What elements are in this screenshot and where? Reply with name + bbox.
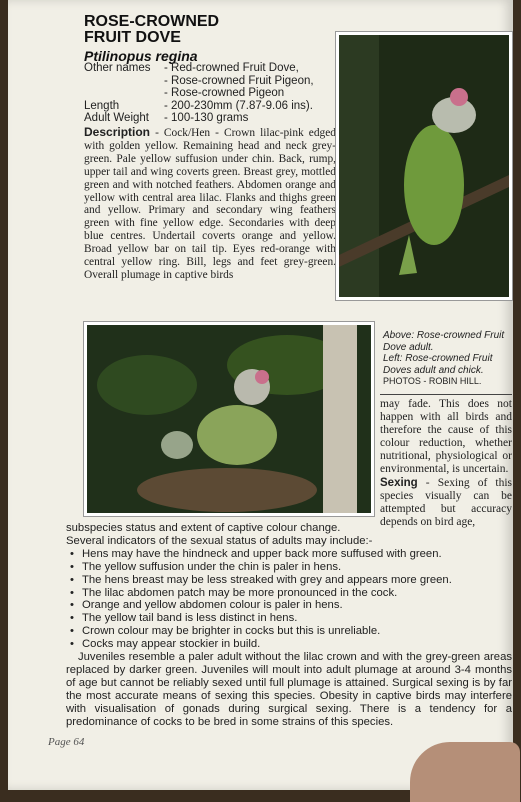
right-column-text [380, 398, 512, 529]
other-name-2: - Rose-crowned Pigeon [164, 87, 285, 99]
length-label: Length [84, 99, 120, 112]
nest-photo [84, 322, 374, 516]
description-paragraph [84, 126, 336, 282]
species-facts [84, 62, 314, 125]
sexing-text: - Sexing of this species visually can be attempted but accuracy depends on bird age, [380, 477, 512, 529]
other-name-0: - Red-crowned Fruit Dove, [164, 62, 299, 74]
other-name-1: - Rose-crowned Fruit Pigeon, [164, 74, 314, 87]
caption-divider [380, 394, 512, 395]
weight-label: Adult Weight [84, 112, 149, 124]
scientific-name: Ptilinopus regina [84, 48, 198, 64]
list-item: • The lilac abdomen patch may be more pronounced in the cock. [82, 587, 512, 600]
caption-left: Left: Rose-crowned Fruit Doves adult and chick. [383, 353, 493, 376]
list-item: • The yellow suffusion under the chin is paler in hens. [82, 561, 512, 574]
list-item: • The hens breast may be less streaked with grey and appears more green. [82, 574, 512, 587]
list-item: • Hens may have the hindneck and upper back more suffused with green. [82, 548, 512, 561]
description-text: - Cock/Hen - Crown lilac-pink edged with golden yellow. Remaining head and neck grey-green. Pale yellow suffusion under chin. Back, rump, upper tail and wing coverts green. Breast grey, mottled green and with notched feathers. Abdomen orange and yellow with central area lilac. Flanks and thighs green and yellow. Primary and secondary wing feathers green with fine yellow edge. Secondaries with deep blue centres. Undertail coverts orange and yellow. Broad yellow bar on tail tip. Eyes red-orange with central yellow ring. Bill, legs and feet grey-green. Overall plumage in captive birds [84, 127, 336, 281]
list-item: • Crown colour may be brighter in cocks but this is unreliable. [82, 625, 512, 638]
weight-value: - 100-130 grams [164, 112, 249, 124]
list-item: • The yellow tail band is less distinct in hens. [82, 612, 512, 625]
photo-caption [383, 330, 509, 388]
list-item: • Cocks may appear stockier in build. [82, 638, 512, 651]
caption-above: Above: Rose-crowned Fruit Dove adult. [383, 330, 505, 353]
other-names-label: Other names [84, 62, 151, 74]
continuation-line: subspecies status and extent of captive colour change. [66, 522, 341, 534]
thumb [410, 742, 520, 802]
indicators-intro: Several indicators of the sexual status of adults may include:- [66, 534, 373, 547]
title-line-2: FRUIT DOVE [84, 29, 181, 46]
indicator-list [66, 548, 512, 651]
sexing-indicators [66, 522, 512, 729]
sexing-heading: Sexing [380, 477, 418, 490]
page-number: Page 64 [48, 736, 85, 748]
description-heading: Description [84, 125, 151, 139]
adult-dove-photo [336, 32, 512, 300]
length-value: - 200-230mm (7.87-9.06 ins). [164, 99, 313, 112]
juvenile-paragraph: Juveniles resemble a paler adult without the lilac crown and with the grey-green areas replaced by darker green. Juveniles will moult into adult plumage at around 3-4 months of age but cannot be reliably sexed until full plumage is attained. Surgical sexing is by far the most accurate means of sexing this species. Obesity in captive birds may interfere with visualisation of gonads during surgical sexing. There is a tendency for a predominance of cocks to be bred in some strains of this species. [66, 651, 512, 728]
list-item: • Orange and yellow abdomen colour is paler in hens. [82, 599, 512, 612]
title-line-1: ROSE-CROWNED [84, 13, 220, 30]
species-title [84, 14, 219, 46]
plumage-fade-text: may fade. This does not happen with all birds and therefore the cause of this colour reduction, whether nutritional, physiological or environmental, is uncertain. [380, 398, 512, 475]
book-page [8, 0, 513, 790]
photo-credit: PHOTOS - ROBIN HILL. [383, 376, 482, 386]
